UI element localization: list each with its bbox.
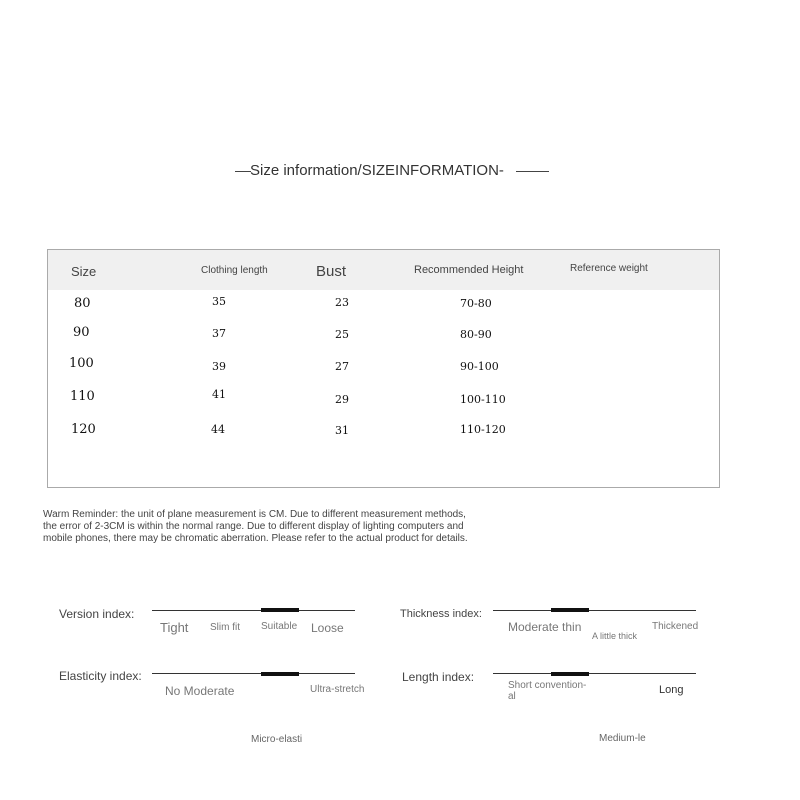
length-option-medium: Medium-le	[599, 733, 646, 744]
page-title: Size information/SIZEINFORMATION-	[250, 162, 504, 179]
cell-length: 37	[212, 327, 226, 340]
length-index-marker	[551, 672, 589, 676]
length-option-short: Short convention-	[508, 680, 587, 691]
cell-length: 39	[212, 360, 226, 373]
size-table	[47, 249, 720, 488]
cell-height: 80-90	[460, 328, 492, 341]
cell-bust: 23	[335, 296, 349, 309]
elasticity-index-track	[152, 673, 355, 674]
cell-size: 80	[74, 296, 91, 311]
cell-size: 100	[69, 356, 94, 371]
warm-reminder	[43, 509, 523, 545]
version-index-label: Version index:	[59, 607, 135, 621]
reminder-line: the error of 2-3CM is within the normal range. Due to different display of lighting computers and	[43, 521, 464, 532]
version-option-tight: Tight	[160, 620, 189, 635]
elasticity-option-micro-elastic: Micro-elasti	[251, 734, 303, 745]
header-clothing-length: Clothing length	[201, 265, 268, 276]
version-index-marker	[261, 608, 299, 612]
length-option-short-cont: al	[508, 691, 516, 702]
reminder-line: mobile phones, there may be chromatic aberration. Please refer to the actual product for details.	[43, 533, 468, 544]
cell-size: 110	[70, 389, 95, 404]
cell-bust: 29	[335, 393, 349, 406]
cell-height: 100-110	[460, 393, 506, 406]
version-option-suitable: Suitable	[261, 621, 298, 632]
title-right-rule	[516, 171, 549, 172]
cell-height: 70-80	[460, 297, 492, 310]
cell-size: 90	[73, 325, 90, 340]
header-recommended-height: Recommended Height	[414, 264, 524, 276]
thickness-option-moderate-thin: Moderate thin	[508, 620, 582, 634]
elasticity-option-ultra-stretch: Ultra-stretch	[310, 684, 365, 695]
thickness-option-a-little-thick: A little thick	[592, 631, 638, 641]
cell-size: 120	[71, 422, 96, 437]
thickness-option-thickened: Thickened	[652, 621, 699, 632]
elasticity-index-label: Elasticity index:	[59, 669, 142, 683]
cell-bust: 31	[335, 424, 349, 437]
cell-length: 41	[212, 388, 226, 401]
reminder-line: Warm Reminder: the unit of plane measurement is CM. Due to different measurement methods,	[43, 509, 466, 520]
header-reference-weight: Reference weight	[570, 263, 648, 274]
header-size: Size	[71, 264, 97, 279]
cell-height: 110-120	[460, 423, 506, 436]
version-option-loose: Loose	[311, 621, 344, 635]
length-option-long: Long	[659, 684, 684, 696]
cell-bust: 27	[335, 360, 349, 373]
version-option-slim-fit: Slim fit	[210, 622, 240, 633]
table-header	[48, 250, 719, 290]
title-left-rule	[235, 171, 251, 172]
thickness-index-label: Thickness index:	[400, 608, 482, 620]
cell-length: 44	[211, 423, 225, 436]
cell-height: 90-100	[460, 360, 499, 373]
length-index-track	[493, 673, 696, 674]
cell-bust: 25	[335, 328, 349, 341]
thickness-index-marker	[551, 608, 589, 612]
header-bust: Bust	[316, 263, 347, 280]
length-index-label: Length index:	[402, 670, 475, 684]
elasticity-index-marker	[261, 672, 299, 676]
cell-length: 35	[212, 295, 226, 308]
elasticity-option-no-moderate: No Moderate	[165, 684, 235, 698]
version-index-track	[152, 610, 355, 611]
thickness-index-track	[493, 610, 696, 611]
